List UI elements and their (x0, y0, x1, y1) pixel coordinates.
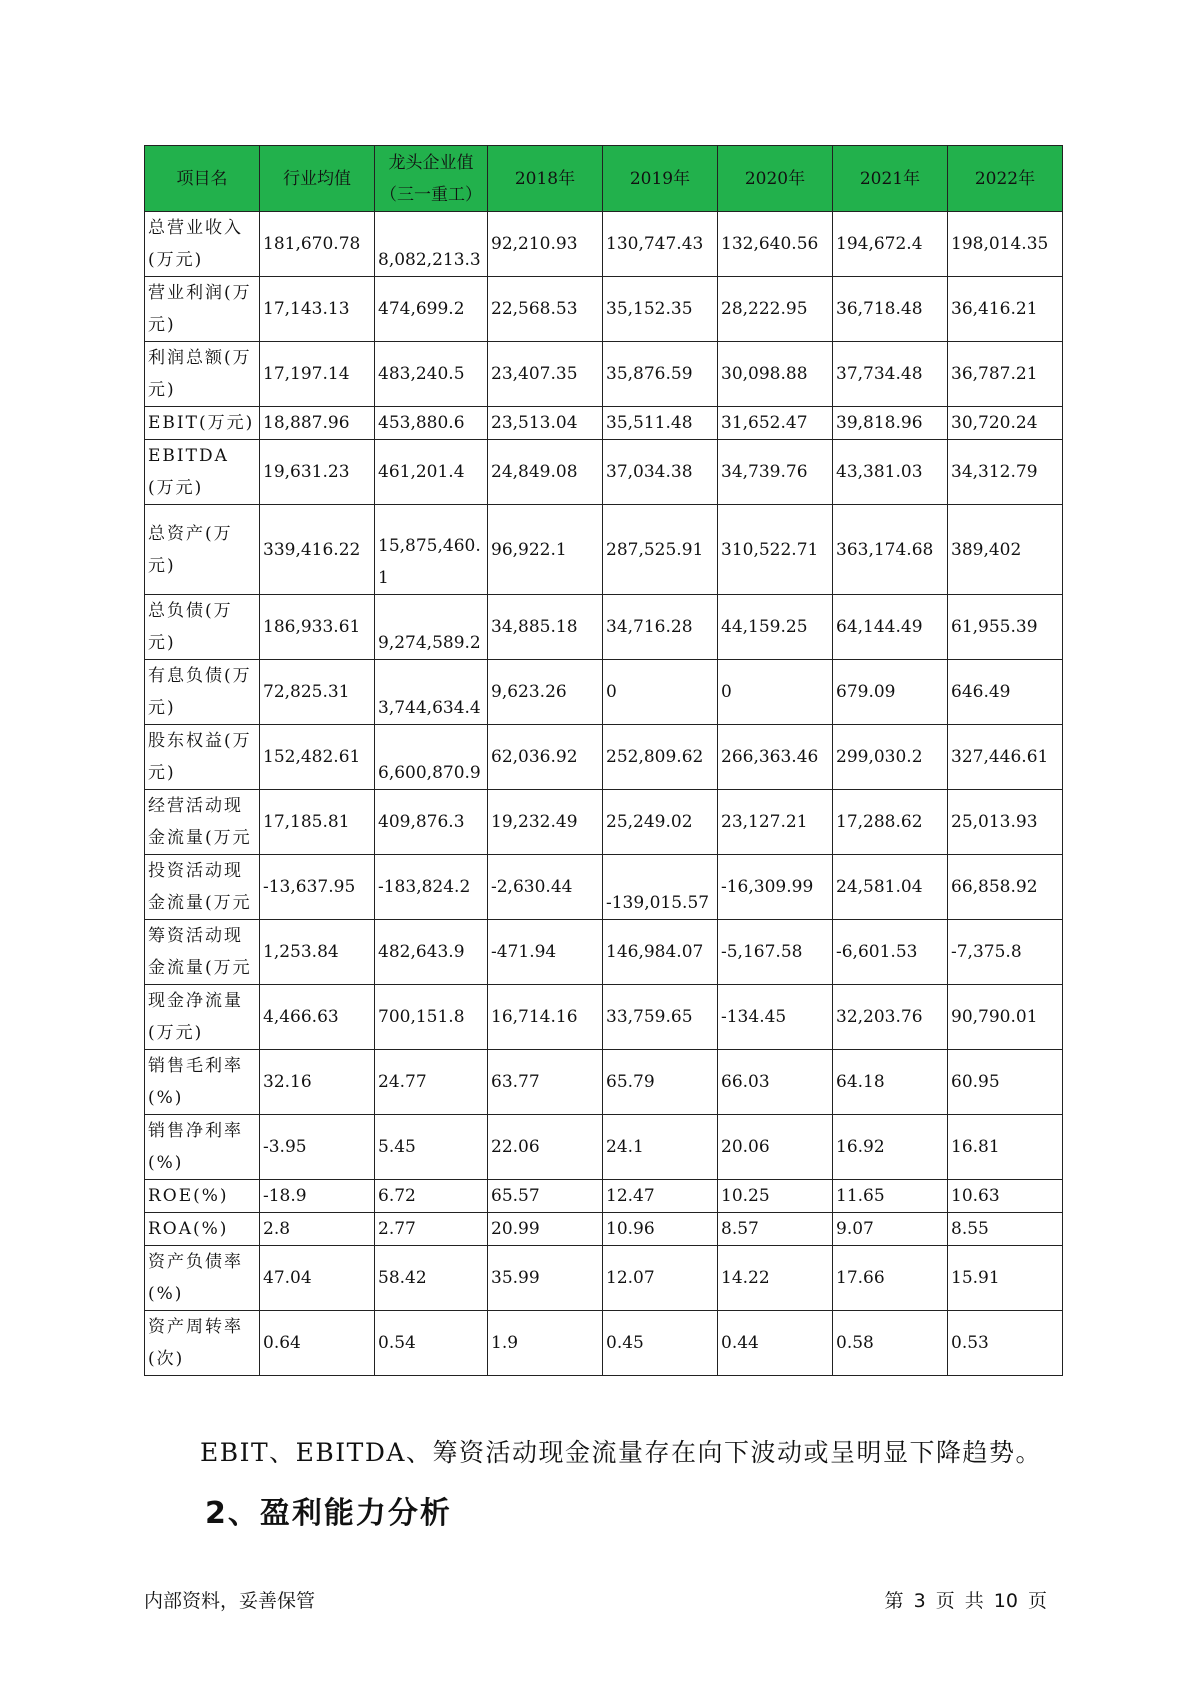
table-cell: -7,375.8 (948, 920, 1063, 985)
table-cell: 0.44 (718, 1311, 833, 1376)
table-cell: -18.9 (260, 1180, 375, 1213)
table-header-row (145, 146, 1063, 212)
row-label-cell: 股东权益(万元) (145, 725, 260, 790)
row-label-cell: 经营活动现金流量(万元 (145, 790, 260, 855)
row-label-cell: 销售毛利率(%) (145, 1050, 260, 1115)
footer-confidential-note: 内部资料，妥善保管 (144, 1590, 316, 1612)
table-cell: -16,309.99 (718, 855, 833, 920)
table-cell: 10.63 (948, 1180, 1063, 1213)
table-cell: 4,466.63 (260, 985, 375, 1050)
table-cell: 30,720.24 (948, 407, 1063, 440)
table-cell: 6.72 (375, 1180, 488, 1213)
table-cell: 24,849.08 (488, 440, 603, 505)
table-cell: 61,955.39 (948, 595, 1063, 660)
table-row (145, 1246, 1063, 1311)
table-cell: 327,446.61 (948, 725, 1063, 790)
table-row (145, 1180, 1063, 1213)
table-cell: 60.95 (948, 1050, 1063, 1115)
table-cell: 33,759.65 (603, 985, 718, 1050)
row-label-cell: 资产周转率(次) (145, 1311, 260, 1376)
table-row (145, 407, 1063, 440)
table-cell: 35,152.35 (603, 277, 718, 342)
table-cell: 66,858.92 (948, 855, 1063, 920)
table-row (145, 985, 1063, 1050)
table-cell: 12.07 (603, 1246, 718, 1311)
table-cell: 8,082,213.3 (375, 212, 488, 277)
table-cell: 266,363.46 (718, 725, 833, 790)
table-cell: 47.04 (260, 1246, 375, 1311)
table-row (145, 277, 1063, 342)
row-label-cell: 筹资活动现金流量(万元 (145, 920, 260, 985)
table-cell: 20.06 (718, 1115, 833, 1180)
table-cell: 9,274,589.2 (375, 595, 488, 660)
table-row (145, 660, 1063, 725)
table-cell: 6,600,870.9 (375, 725, 488, 790)
table-cell: 0.45 (603, 1311, 718, 1376)
table-cell: 32.16 (260, 1050, 375, 1115)
table-row (145, 725, 1063, 790)
table-cell: 72,825.31 (260, 660, 375, 725)
row-label-cell: EBITDA(万元) (145, 440, 260, 505)
header-cell: 龙头企业值（三一重工） (375, 146, 488, 212)
table-cell: 34,885.18 (488, 595, 603, 660)
table-cell: 339,416.22 (260, 505, 375, 595)
table-cell: -5,167.58 (718, 920, 833, 985)
table-cell: 36,416.21 (948, 277, 1063, 342)
table-row (145, 212, 1063, 277)
table-cell: -13,637.95 (260, 855, 375, 920)
table-cell: 8.57 (718, 1213, 833, 1246)
table-cell: 24.1 (603, 1115, 718, 1180)
table-cell: 37,734.48 (833, 342, 948, 407)
table-cell: 474,699.2 (375, 277, 488, 342)
table-cell: 679.09 (833, 660, 948, 725)
table-cell: 17,288.62 (833, 790, 948, 855)
table-cell: 17,197.14 (260, 342, 375, 407)
row-label-cell: 总负债(万元) (145, 595, 260, 660)
table-row (145, 1115, 1063, 1180)
table-cell: 186,933.61 (260, 595, 375, 660)
table-row (145, 1311, 1063, 1376)
table-cell: 0 (603, 660, 718, 725)
table-cell: 252,809.62 (603, 725, 718, 790)
table-cell: 146,984.07 (603, 920, 718, 985)
table-cell: 17.66 (833, 1246, 948, 1311)
table-cell: 96,922.1 (488, 505, 603, 595)
row-label-cell: 营业利润(万元) (145, 277, 260, 342)
header-cell: 2020年 (718, 146, 833, 212)
table-cell: 12.47 (603, 1180, 718, 1213)
table-row (145, 790, 1063, 855)
table-cell: 66.03 (718, 1050, 833, 1115)
header-cell: 2018年 (488, 146, 603, 212)
table-cell: 19,232.49 (488, 790, 603, 855)
table-cell: 5.45 (375, 1115, 488, 1180)
table-cell: 17,143.13 (260, 277, 375, 342)
row-label-cell: 总营业收入(万元) (145, 212, 260, 277)
table-row (145, 595, 1063, 660)
table-cell: 31,652.47 (718, 407, 833, 440)
table-cell: 32,203.76 (833, 985, 948, 1050)
table-cell: 22,568.53 (488, 277, 603, 342)
table-cell: 10.96 (603, 1213, 718, 1246)
table-cell: 92,210.93 (488, 212, 603, 277)
table-cell: 1.9 (488, 1311, 603, 1376)
table-cell: 15,875,460.1 (375, 505, 488, 595)
row-label-cell: 现金净流量(万元) (145, 985, 260, 1050)
row-label-cell: 资产负债率(%) (145, 1246, 260, 1311)
row-label-cell: 利润总额(万元) (145, 342, 260, 407)
table-cell: 23,127.21 (718, 790, 833, 855)
table-cell: 14.22 (718, 1246, 833, 1311)
table-cell: 34,739.76 (718, 440, 833, 505)
table-cell: 0.64 (260, 1311, 375, 1376)
table-cell: 2.77 (375, 1213, 488, 1246)
table-cell: 287,525.91 (603, 505, 718, 595)
table-cell: 35,511.48 (603, 407, 718, 440)
table-cell: 23,407.35 (488, 342, 603, 407)
table-cell: -6,601.53 (833, 920, 948, 985)
table-cell: 130,747.43 (603, 212, 718, 277)
table-cell: 0.53 (948, 1311, 1063, 1376)
header-cell: 行业均值 (260, 146, 375, 212)
table-cell: 34,716.28 (603, 595, 718, 660)
table-cell: 36,787.21 (948, 342, 1063, 407)
table-cell: 11.65 (833, 1180, 948, 1213)
table-cell: 17,185.81 (260, 790, 375, 855)
financial-data-table (144, 145, 1063, 1376)
table-row (145, 920, 1063, 985)
table-cell: 19,631.23 (260, 440, 375, 505)
table-cell: 37,034.38 (603, 440, 718, 505)
table-cell: 30,098.88 (718, 342, 833, 407)
header-cell: 2021年 (833, 146, 948, 212)
table-row (145, 1213, 1063, 1246)
row-label-cell: ROA(%) (145, 1213, 260, 1246)
table-cell: 363,174.68 (833, 505, 948, 595)
table-cell: 62,036.92 (488, 725, 603, 790)
table-cell: 43,381.03 (833, 440, 948, 505)
table-cell: 20.99 (488, 1213, 603, 1246)
table-cell: 194,672.4 (833, 212, 948, 277)
table-cell: 23,513.04 (488, 407, 603, 440)
row-label-cell: 投资活动现金流量(万元 (145, 855, 260, 920)
table-cell: 483,240.5 (375, 342, 488, 407)
table-cell: 24,581.04 (833, 855, 948, 920)
table-cell: 16.92 (833, 1115, 948, 1180)
table-row (145, 1050, 1063, 1115)
table-cell: 461,201.4 (375, 440, 488, 505)
row-label-cell: ROE(%) (145, 1180, 260, 1213)
table-cell: -139,015.57 (603, 855, 718, 920)
body-paragraph: EBIT、EBITDA、筹资活动现金流量存在向下波动或呈明显下降趋势。 (200, 1438, 1042, 1467)
header-cell: 2019年 (603, 146, 718, 212)
table-cell: 65.57 (488, 1180, 603, 1213)
table-cell: -183,824.2 (375, 855, 488, 920)
table-cell: -471.94 (488, 920, 603, 985)
table-cell: 2.8 (260, 1213, 375, 1246)
table-cell: 299,030.2 (833, 725, 948, 790)
table-cell: 181,670.78 (260, 212, 375, 277)
table-cell: 132,640.56 (718, 212, 833, 277)
table-cell: 22.06 (488, 1115, 603, 1180)
table-cell: 453,880.6 (375, 407, 488, 440)
table-cell: 44,159.25 (718, 595, 833, 660)
table-cell: 63.77 (488, 1050, 603, 1115)
table-cell: 39,818.96 (833, 407, 948, 440)
table-cell: 310,522.71 (718, 505, 833, 595)
table-cell: 58.42 (375, 1246, 488, 1311)
table-cell: 3,744,634.4 (375, 660, 488, 725)
table-cell: 25,013.93 (948, 790, 1063, 855)
footer-page-number: 第 3 页 共 10 页 (884, 1590, 1047, 1612)
table-cell: 64.18 (833, 1050, 948, 1115)
table-cell: 152,482.61 (260, 725, 375, 790)
table-cell: 646.49 (948, 660, 1063, 725)
row-label-cell: EBIT(万元) (145, 407, 260, 440)
table-cell: 9,623.26 (488, 660, 603, 725)
table-cell: 35,876.59 (603, 342, 718, 407)
row-label-cell: 有息负债(万元) (145, 660, 260, 725)
table-cell: 16.81 (948, 1115, 1063, 1180)
table-cell: 35.99 (488, 1246, 603, 1311)
section-heading: 2、盈利能力分析 (205, 1496, 452, 1531)
table-cell: -3.95 (260, 1115, 375, 1180)
table-row (145, 855, 1063, 920)
table-cell: -2,630.44 (488, 855, 603, 920)
table-cell: 1,253.84 (260, 920, 375, 985)
table-cell: -134.45 (718, 985, 833, 1050)
table-cell: 36,718.48 (833, 277, 948, 342)
table-cell: 16,714.16 (488, 985, 603, 1050)
table-cell: 28,222.95 (718, 277, 833, 342)
row-label-cell: 销售净利率(%) (145, 1115, 260, 1180)
table-cell: 8.55 (948, 1213, 1063, 1246)
table-cell: 90,790.01 (948, 985, 1063, 1050)
table-row (145, 505, 1063, 595)
table-cell: 10.25 (718, 1180, 833, 1213)
table-cell: 65.79 (603, 1050, 718, 1115)
table-row (145, 342, 1063, 407)
table-cell: 409,876.3 (375, 790, 488, 855)
table-cell: 25,249.02 (603, 790, 718, 855)
table-cell: 9.07 (833, 1213, 948, 1246)
table-cell: 18,887.96 (260, 407, 375, 440)
table-cell: 64,144.49 (833, 595, 948, 660)
table-cell: 34,312.79 (948, 440, 1063, 505)
table-cell: 482,643.9 (375, 920, 488, 985)
table-cell: 0.54 (375, 1311, 488, 1376)
table-cell: 0 (718, 660, 833, 725)
row-label-cell: 总资产(万元) (145, 505, 260, 595)
table-row (145, 440, 1063, 505)
table-cell: 15.91 (948, 1246, 1063, 1311)
table-cell: 700,151.8 (375, 985, 488, 1050)
table-cell: 198,014.35 (948, 212, 1063, 277)
header-cell: 2022年 (948, 146, 1063, 212)
table-cell: 24.77 (375, 1050, 488, 1115)
table-cell: 389,402 (948, 505, 1063, 595)
header-cell: 项目名 (145, 146, 260, 212)
table-cell: 0.58 (833, 1311, 948, 1376)
